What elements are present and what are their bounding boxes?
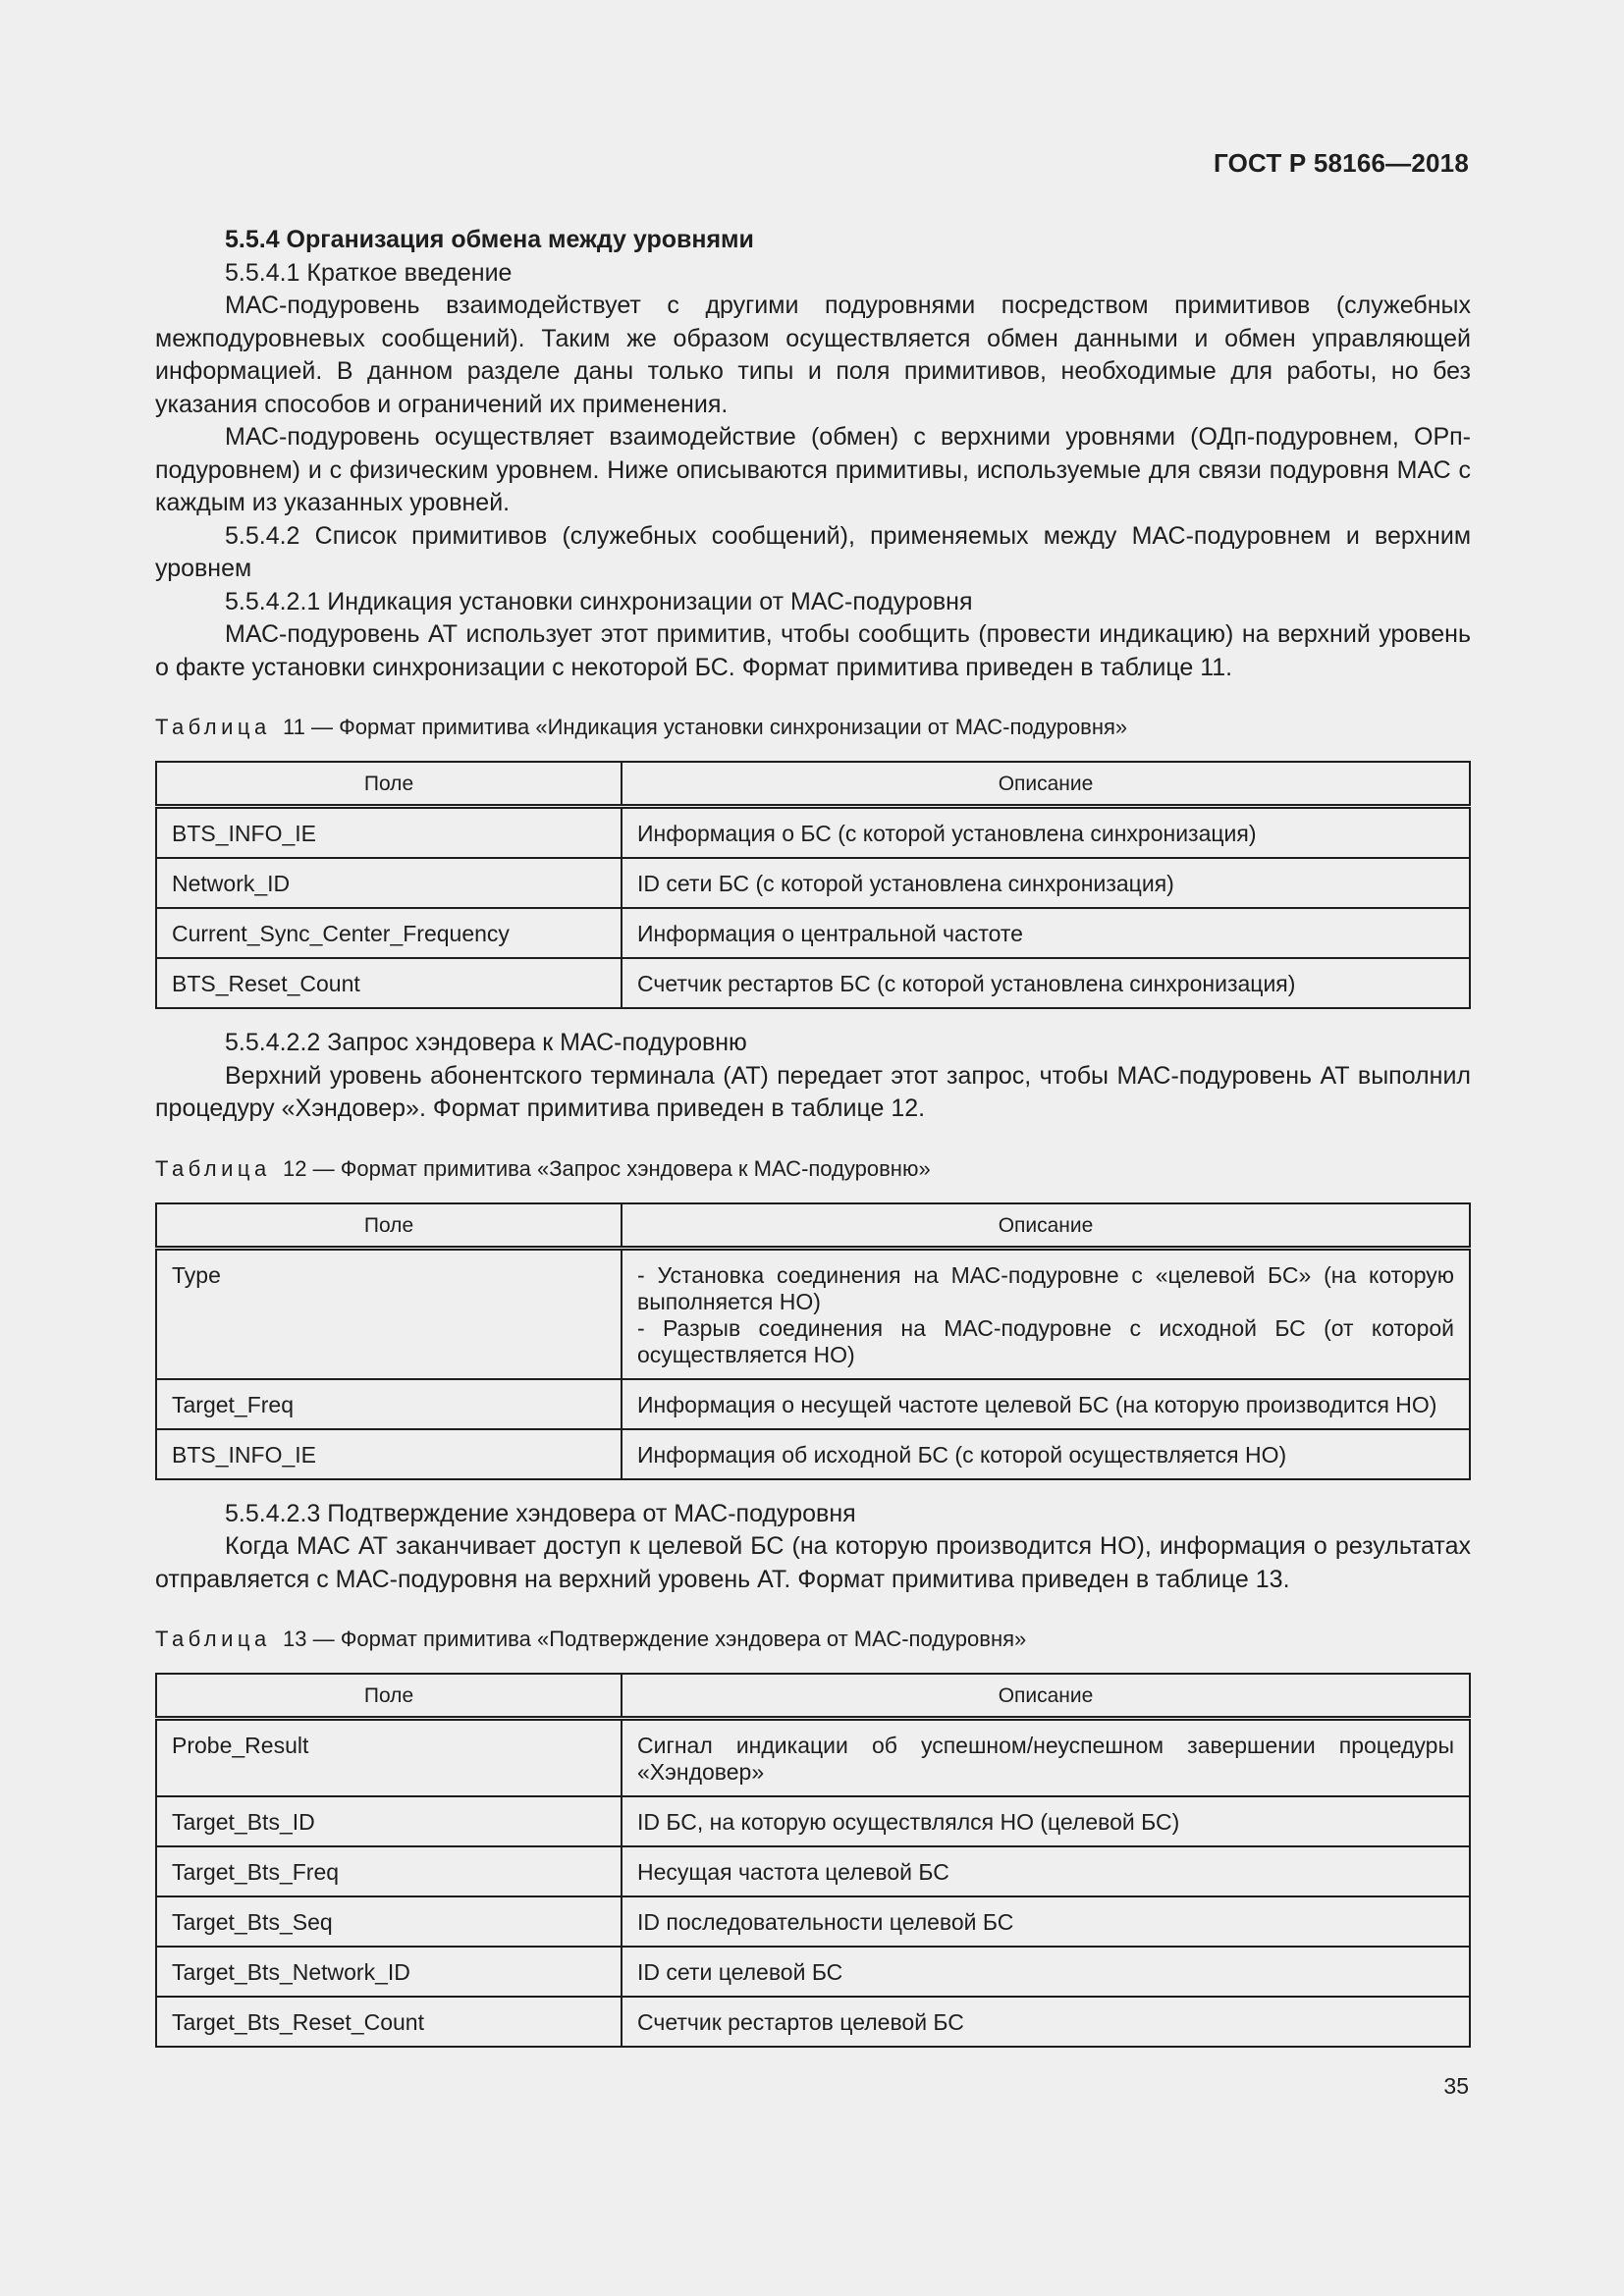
table-row — [156, 1997, 1470, 2047]
table-row — [156, 1846, 1470, 1896]
table-12 — [155, 1202, 1471, 1480]
table-row — [156, 958, 1470, 1008]
paragraph: МАС-подуровень осуществляет взаимодействие (обмен) с верхними уровнями (ОДп-подуровнем, ОРп-подуровнем) и с физическим уровнем. Ниже описываются примитивы, используемые для связи подуровня МАС с каждым из указанных уровней. — [155, 423, 1471, 516]
description-cell — [622, 1248, 1470, 1379]
paragraph: Когда МАС АТ заканчивает доступ к целевой БС (на которую производится НО), информация о результатах отправляется с МАС-подуровня на верхний уровень АТ. Формат примитива приведен в таблице 13. — [155, 1532, 1471, 1593]
description-cell: ID БС, на которую осуществлялся НО (целевой БС) — [622, 1796, 1470, 1846]
page-content — [155, 224, 1471, 2048]
table-row — [156, 1379, 1470, 1429]
description-cell: Счетчик рестартов целевой БС — [622, 1997, 1470, 2047]
description-cell: Сигнал индикации об успешном/неуспешном завершении процедуры «Хэндовер» — [622, 1719, 1470, 1797]
description-cell: Информация о БС (с которой установлена синхронизация) — [622, 807, 1470, 859]
description-cell: ID последовательности целевой БС — [622, 1896, 1470, 1947]
field-cell: Target_Bts_ID — [156, 1796, 622, 1846]
table-row — [156, 1796, 1470, 1846]
field-cell: Target_Freq — [156, 1379, 622, 1429]
column-header-description: Описание — [622, 762, 1470, 807]
field-cell: Target_Bts_Freq — [156, 1846, 622, 1896]
column-header-field: Поле — [156, 762, 622, 807]
subsection-title: 5.5.4.1 Краткое введение — [225, 258, 513, 287]
document-code: ГОСТ Р 58166—2018 — [1214, 148, 1469, 178]
table-row — [156, 1896, 1470, 1947]
table-row — [156, 908, 1470, 958]
table-label: Таблица — [155, 1155, 271, 1181]
field-cell: Target_Bts_Network_ID — [156, 1947, 622, 1997]
column-header-field: Поле — [156, 1674, 622, 1719]
field-cell: BTS_Reset_Count — [156, 958, 622, 1008]
description-cell: Информация о центральной частоте — [622, 908, 1470, 958]
column-header-description: Описание — [622, 1674, 1470, 1719]
description-cell: Счетчик рестартов БС (с которой установлена синхронизация) — [622, 958, 1470, 1008]
field-cell: Current_Sync_Center_Frequency — [156, 908, 622, 958]
description-cell: Информация об исходной БС (с которой осуществляется НО) — [622, 1429, 1470, 1479]
table-caption-text: 12 — Формат примитива «Запрос хэндовера к МАС-подуровню» — [283, 1155, 931, 1181]
table-caption — [155, 714, 1471, 741]
table-row — [156, 1719, 1470, 1797]
table-caption-text: 11 — Формат примитива «Индикация установки синхронизации от МАС-подуровня» — [283, 715, 1128, 739]
table-13 — [155, 1673, 1471, 2048]
table-row — [156, 1248, 1470, 1379]
description-line: - Установка соединения на МАС-подуровне с «целевой БС» (на которую выполняется НО) — [637, 1261, 1454, 1314]
description-line: - Разрыв соединения на МАС-подуровне с исходной БС (от которой осуществляется НО) — [637, 1314, 1454, 1367]
field-cell: BTS_INFO_IE — [156, 1429, 622, 1479]
field-cell: Network_ID — [156, 858, 622, 908]
table-11 — [155, 761, 1471, 1009]
table-label: Таблица — [155, 715, 271, 739]
table-header-row — [156, 1674, 1470, 1719]
page-number: 35 — [1443, 2073, 1469, 2099]
table-label: Таблица — [155, 1627, 271, 1651]
subsection-title: 5.5.4.2.2 Запрос хэндовера к МАС-подуровню — [225, 1029, 747, 1056]
subsection-title: 5.5.4.2 Список примитивов (служебных сообщений), применяемых между МАС-подуровнем и верхним уровнем — [155, 521, 1471, 582]
table-header-row — [156, 1203, 1470, 1249]
subsection-title: 5.5.4.2.1 Индикация установки синхронизации от МАС-подуровня — [225, 587, 973, 615]
table-row — [156, 858, 1470, 908]
description-cell: Несущая частота целевой БС — [622, 1846, 1470, 1896]
table-row — [156, 807, 1470, 859]
table-caption — [155, 1155, 1471, 1183]
table-row — [156, 1429, 1470, 1479]
paragraph: МАС-подуровень взаимодействует с другими подуровнями посредством примитивов (служебных межподуровневых сообщений). Таким же образом осуществляется обмен данными и обмен управляющей информацией. В данном разделе даны только типы и поля примитивов, необходимые для работы, но без указания способов и ограничений их применения. — [155, 292, 1471, 418]
description-cell: ID сети целевой БС — [622, 1947, 1470, 1997]
subsection-title: 5.5.4.2.3 Подтверждение хэндовера от МАС-подуровня — [225, 1499, 856, 1527]
field-cell: BTS_INFO_IE — [156, 807, 622, 859]
description-cell: ID сети БС (с которой установлена синхронизация) — [622, 858, 1470, 908]
field-cell: Type — [156, 1248, 622, 1379]
column-header-field: Поле — [156, 1203, 622, 1249]
section-heading: 5.5.4 Организация обмена между уровнями — [225, 226, 754, 253]
paragraph: МАС-подуровень АТ использует этот примитив, чтобы сообщить (провести индикацию) на верхний уровень о факте установки синхронизации с некоторой БС. Формат примитива приведен в таблице 11. — [155, 620, 1471, 681]
paragraph: Верхний уровень абонентского терминала (АТ) передает этот запрос, чтобы МАС-подуровень АТ выполнил процедуру «Хэндовер». Формат примитива приведен в таблице 12. — [155, 1061, 1471, 1122]
field-cell: Target_Bts_Reset_Count — [156, 1997, 622, 2047]
table-row — [156, 1947, 1470, 1997]
table-header-row — [156, 762, 1470, 807]
field-cell: Probe_Result — [156, 1719, 622, 1797]
description-cell: Информация о несущей частоте целевой БС (на которую производится НО) — [622, 1379, 1470, 1429]
column-header-description: Описание — [622, 1203, 1470, 1249]
table-caption — [155, 1626, 1471, 1653]
field-cell: Target_Bts_Seq — [156, 1896, 622, 1947]
table-caption-text: 13 — Формат примитива «Подтверждение хэндовера от МАС-подуровня» — [283, 1627, 1027, 1651]
